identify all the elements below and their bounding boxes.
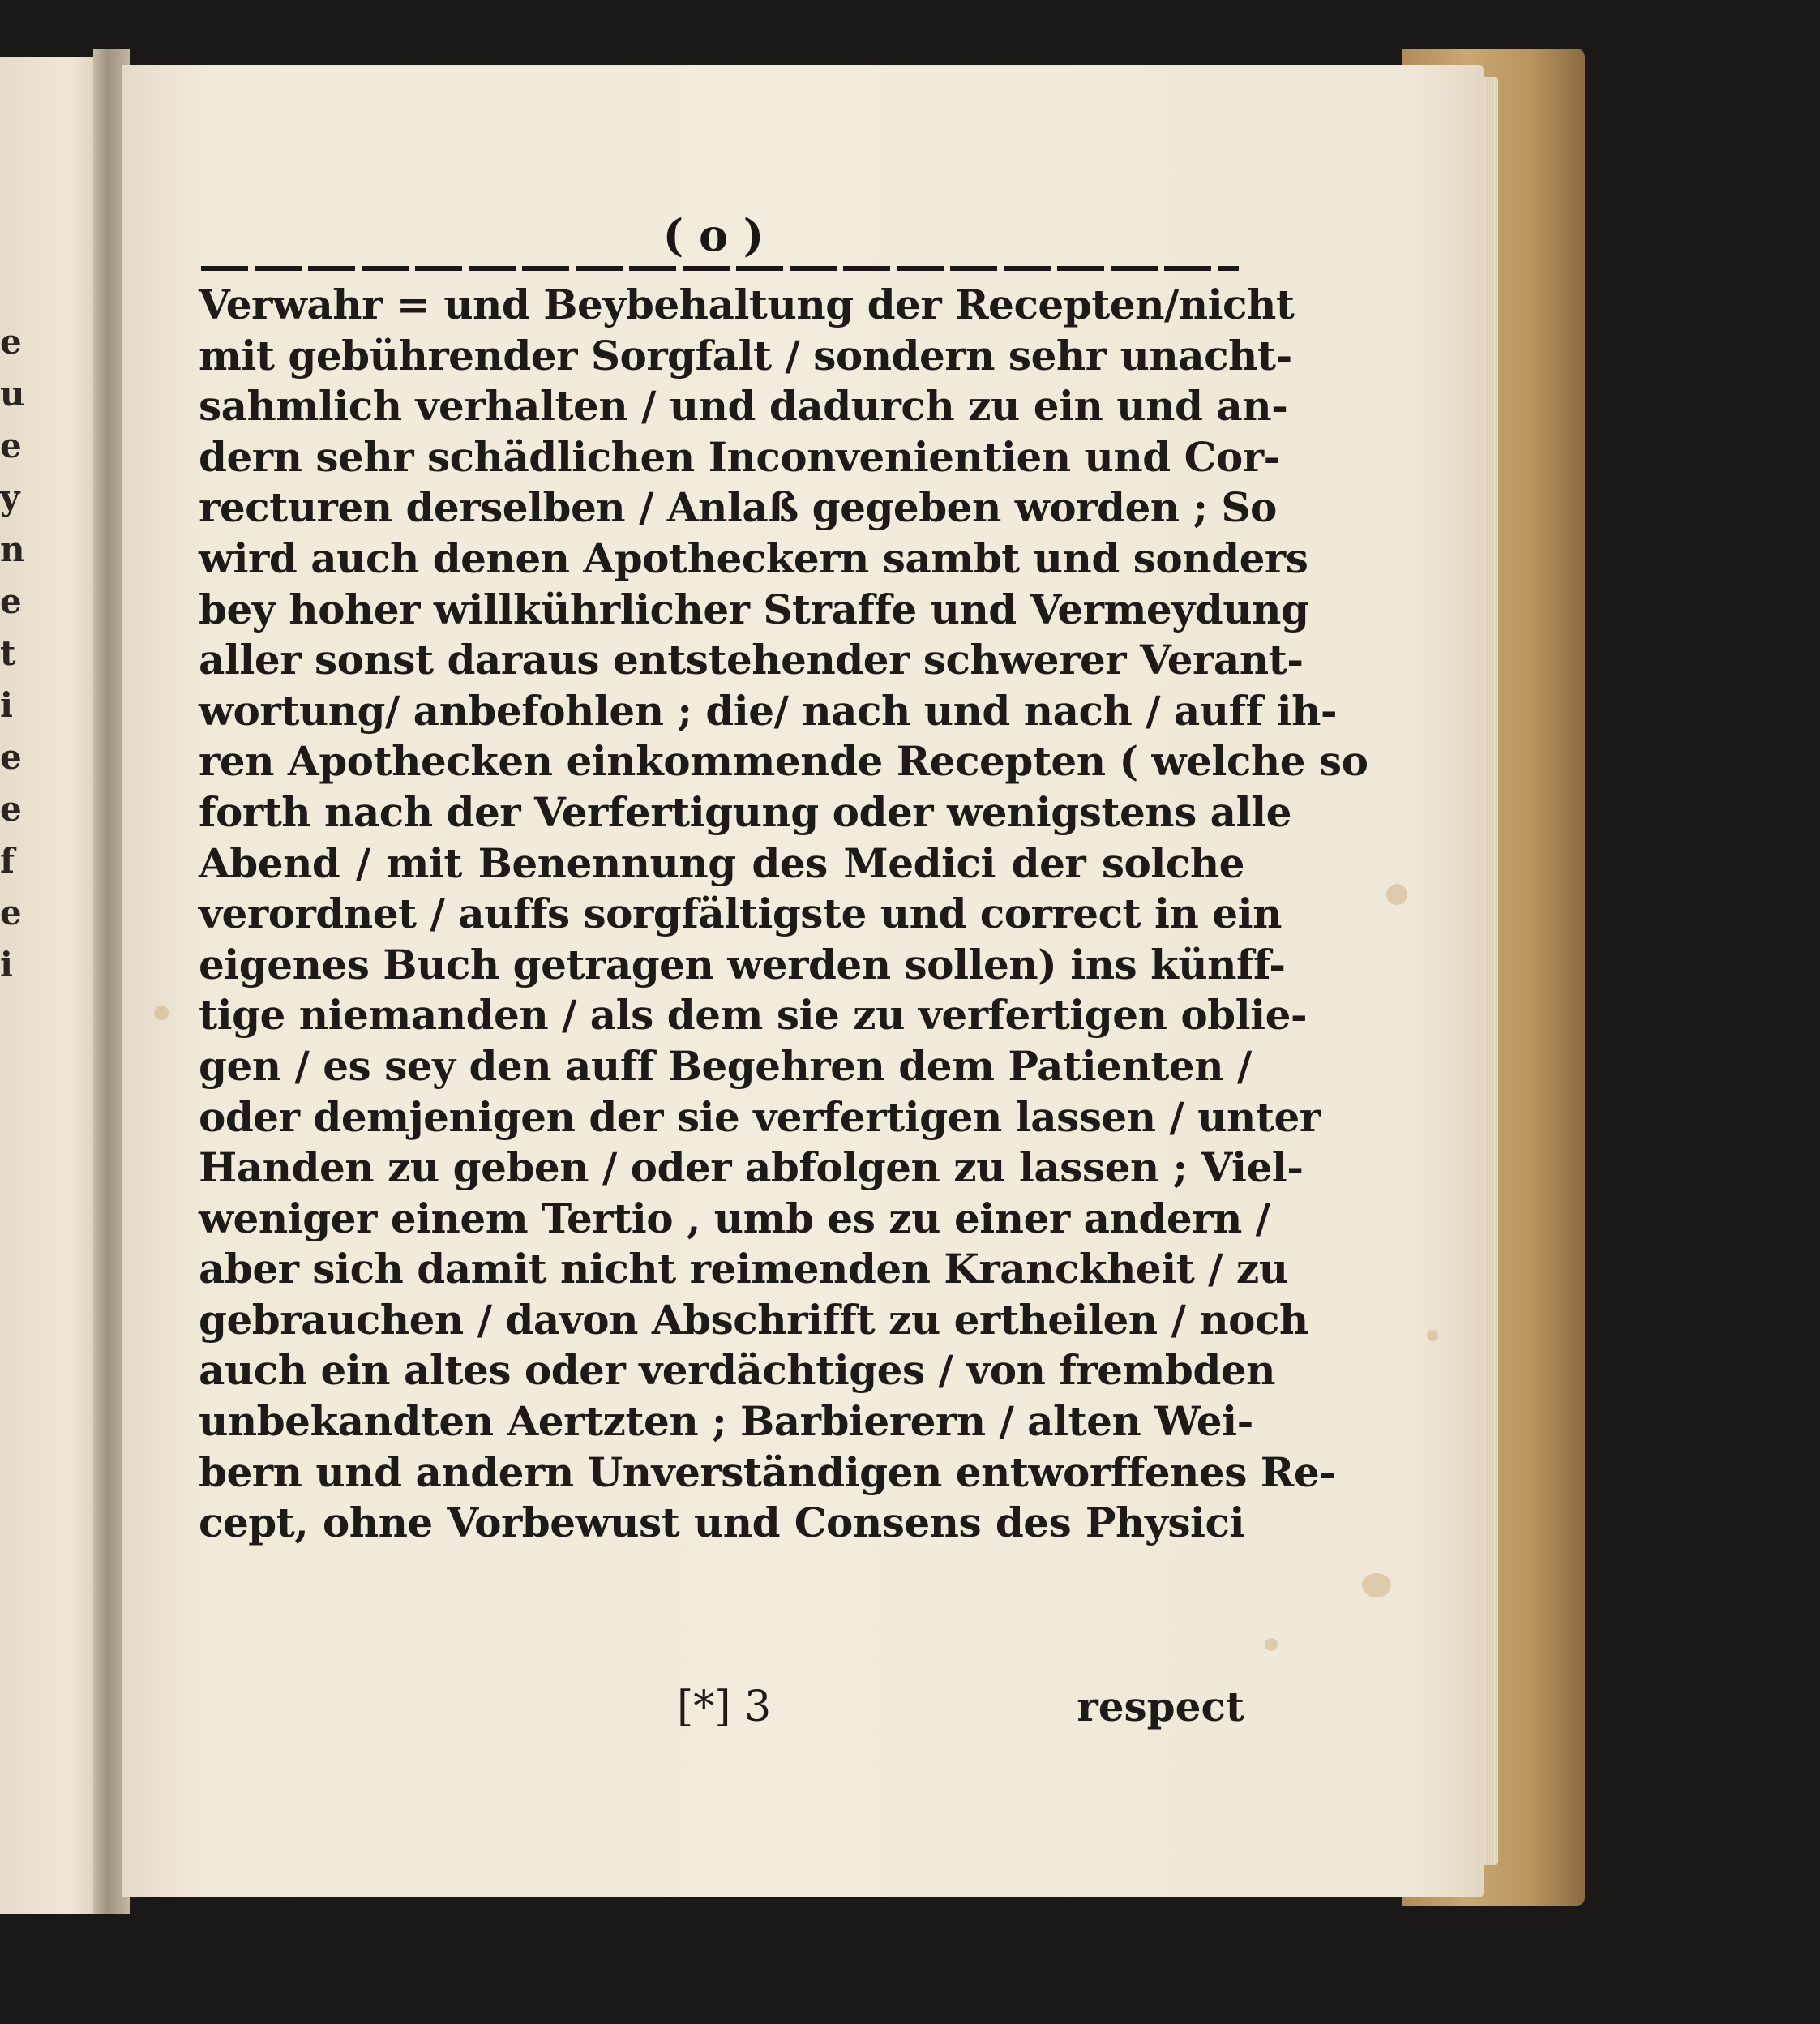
text-line: Abend / mit Benennung des Medici der solche xyxy=(199,838,1244,887)
text-line: wird auch denen Apotheckern sambt und sonders xyxy=(199,534,1308,582)
left-letter: y xyxy=(0,478,20,517)
page-footer xyxy=(199,1679,1244,1735)
text-line: weniger einem Tertio , umb es zu einer andern / xyxy=(199,1194,1270,1242)
text-line: verordnet / auffs sorgfältigste und correct in ein xyxy=(199,890,1282,938)
text-line: mit gebührender Sorgfalt / sondern sehr unacht- xyxy=(199,331,1292,380)
foxing-stain xyxy=(1427,1330,1438,1341)
foxing-stain xyxy=(154,1006,169,1020)
foxing-stain xyxy=(1265,1638,1278,1651)
left-letter: i xyxy=(0,685,13,725)
text-line: auch ein altes oder verdächtiges / von frembden xyxy=(199,1346,1276,1395)
text-line: bern und andern Unverständigen entworffenes Re- xyxy=(199,1447,1336,1496)
text-line: aber sich damit nicht reimenden Kranckheit / zu xyxy=(199,1245,1288,1293)
left-page-edge-text xyxy=(0,316,32,991)
text-line: tige niemanden / als dem sie zu verfertigen oblie- xyxy=(199,991,1308,1040)
left-letter: e xyxy=(0,426,22,465)
text-line: gebrauchen / davon Abschrifft zu ertheilen / noch xyxy=(199,1295,1308,1344)
text-line: eigenes Buch getragen werden sollen) ins künff- xyxy=(199,940,1286,988)
text-line: cept, ohne Vorbewust und Consens des Physici xyxy=(199,1499,1244,1547)
text-line: aller sonst daraus entstehender schwerer Verant- xyxy=(199,636,1304,684)
foxing-stain xyxy=(1362,1573,1391,1597)
left-letter: e xyxy=(0,737,22,777)
catchword: respect xyxy=(1077,1683,1244,1730)
text-line: bey hoher willkührlicher Straffe und Vermeydung xyxy=(199,585,1309,633)
text-line: oder demjenigen der sie verfertigen lassen / unter xyxy=(199,1092,1321,1141)
left-letter: e xyxy=(0,322,22,362)
signature-mark: [*] 3 xyxy=(677,1683,772,1731)
text-line: wortung/ anbefohlen ; die/ nach und nach / auff ih- xyxy=(199,686,1338,735)
body-text xyxy=(199,280,1368,1549)
left-letter: u xyxy=(0,374,25,414)
text-line: ren Apothecken einkommende Recepten ( welche so xyxy=(199,737,1368,786)
left-letter: e xyxy=(0,581,22,621)
header-rule xyxy=(201,266,1239,271)
text-line: Handen zu geben / oder abfolgen zu lassen ; Viel- xyxy=(199,1143,1304,1192)
text-line: Verwahr = und Beybehaltung der Recepten/nicht xyxy=(199,281,1295,328)
left-letter: t xyxy=(0,633,16,673)
left-letter: e xyxy=(0,893,22,933)
left-letter: n xyxy=(0,530,25,569)
text-line: unbekandten Aertzten ; Barbierern / alten Wei- xyxy=(199,1397,1253,1446)
left-letter: e xyxy=(0,789,22,829)
text-line: forth nach der Verfertigung oder wenigstens alle xyxy=(199,787,1291,836)
text-line: dern sehr schädlichen Inconvenientien und Cor- xyxy=(199,432,1280,481)
page-number-header: ( o ) xyxy=(662,209,764,261)
foxing-stain xyxy=(1386,884,1407,905)
left-facing-page xyxy=(0,57,101,1914)
text-line: gen / es sey den auff Begehren dem Patienten / xyxy=(199,1041,1252,1090)
left-letter: f xyxy=(0,841,15,881)
left-letter: i xyxy=(0,945,13,984)
text-line: recturen derselben / Anlaß gegeben worden ; So xyxy=(199,483,1277,532)
text-line: sahmlich verhalten / und dadurch zu ein und an- xyxy=(199,382,1288,431)
